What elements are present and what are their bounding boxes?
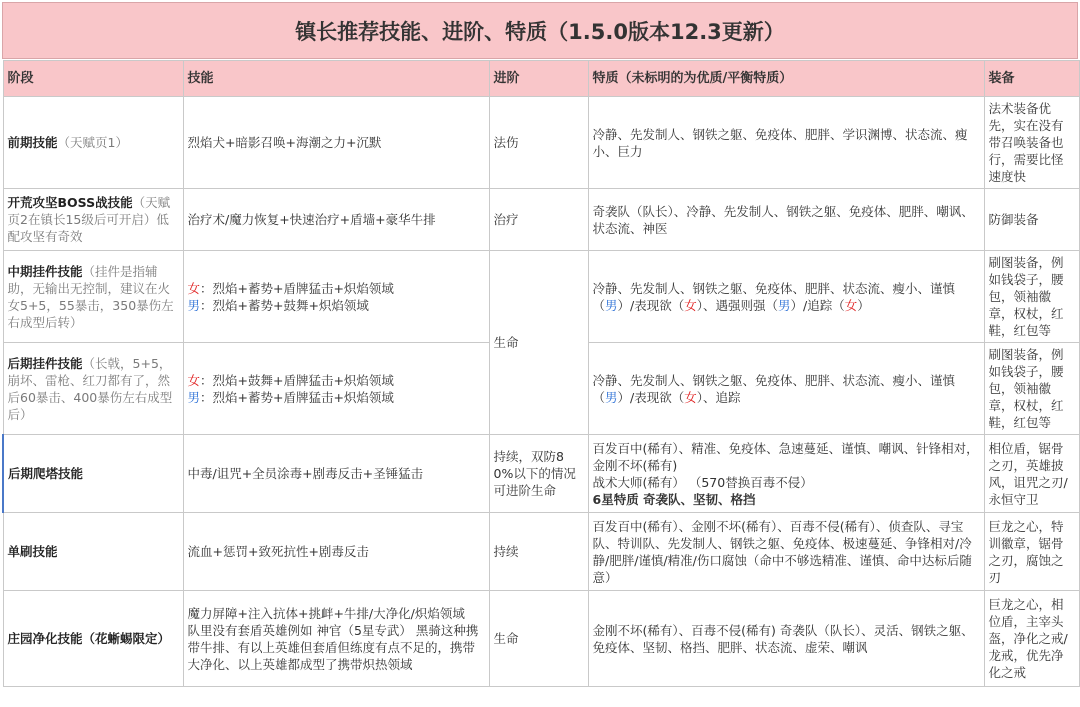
header-row	[3, 61, 1079, 97]
advance-cell-manor: 生命	[489, 591, 588, 687]
skills-cell-boss: 治疗术/魔力恢复+快速治疗+盾墙+豪华牛排	[183, 189, 489, 251]
skills-cell-early: 烈焰犬+暗影召唤+海潮之力+沉默	[183, 97, 489, 189]
traits-cell-early: 冷静、先发制人、钢铁之躯、免疫体、肥胖、学识渊博、状态流、瘦小、巨力	[588, 97, 984, 189]
equipment-cell-farm: 巨龙之心，特训徽章，锯骨之刃，腐蚀之刃	[984, 513, 1079, 591]
stage-cell-manor	[3, 591, 183, 687]
table-row-farm	[3, 513, 1079, 591]
stage-name: 前期技能	[7, 135, 58, 150]
gender-male-label: 男	[187, 389, 201, 405]
advance-cell-early: 法伤	[489, 97, 588, 189]
header-equipment: 装备	[984, 61, 1079, 97]
header-traits: 特质（未标明的为优质/平衡特质）	[588, 61, 984, 97]
advance-cell-farm: 持续	[489, 513, 588, 591]
gender-female-label: 女	[187, 280, 201, 296]
skills-cell-farm: 流血+惩罚+致死抗性+剧毒反击	[183, 513, 489, 591]
equipment-cell-early: 法术装备优先，实在没有带召唤装备也行，需要比怪速度快	[984, 97, 1079, 189]
skills-cell-tower: 中毒/诅咒+全员涂毒+剧毒反击+圣锤猛击	[183, 435, 489, 513]
header-advance: 进阶	[489, 61, 588, 97]
gender-male-label: 男	[187, 297, 201, 313]
stage-note: （长戟，5+5，崩坏、雷枪、红刀都有了，然后60暴击、400暴伤左右成型后）	[7, 355, 173, 422]
stage-cell-mid	[3, 251, 183, 343]
stage-name: 中期挂件技能	[7, 263, 83, 279]
skills-cell-manor: 魔力屏障+注入抗体+挑衅+牛排/大净化/炽焰领域 队里没有套盾英雄例如 神官（5星专武） 黑骑这种携带牛排、有以上英雄但套盾但练度有点不足的，携带大净化、以上英雄都成型了携带炽热领域	[183, 591, 489, 687]
stage-cell-farm	[3, 513, 183, 591]
sheet-title: 镇长推荐技能、进阶、特质（1.5.0版本12.3更新）	[2, 2, 1078, 59]
skills-cell-mid	[183, 251, 489, 343]
table-row-tower	[3, 435, 1079, 513]
stage-name: 单刷技能	[7, 544, 58, 559]
stage-name: 庄园净化技能（花蜥蜴限定）	[7, 631, 171, 646]
recommendation-table	[2, 60, 1080, 687]
stage-cell-late	[3, 343, 183, 435]
stage-cell-boss	[3, 189, 183, 251]
stage-note: （挂件是指辅助，无输出无控制，建议在火女5+5，55暴击，350暴伤左右成型后转）	[7, 263, 174, 330]
male-skills: ：烈焰+蓄势+鼓舞+炽焰领域	[200, 297, 369, 313]
female-skills: ：烈焰+鼓舞+盾牌猛击+炽焰领域	[200, 372, 394, 388]
male-skills: ：烈焰+蓄势+盾牌猛击+炽焰领域	[200, 389, 394, 405]
table-row-mid	[3, 251, 1079, 343]
stage-cell-tower	[3, 435, 183, 513]
equipment-cell-mid: 刷图装备，例如钱袋子，腰包，领袖徽章，权杖，红鞋，红包等	[984, 251, 1079, 343]
table-row-boss	[3, 189, 1079, 251]
traits-cell-tower: 百发百中(稀有）、精准、免疫体、急速蔓延、谨慎、嘲讽、针锋相对，金刚不坏(稀有) 战术大师(稀有） （570替换百毒不侵） 6星特质 奇袭队、坚韧、格挡	[588, 435, 984, 513]
gender-female-label: 女	[187, 372, 201, 388]
traits-cell-farm: 百发百中(稀有）、金刚不坏(稀有）、百毒不侵(稀有）、侦查队、寻宝队、特训队、先发制人、钢铁之躯、免疫体、极速蔓延、争锋相对/冷静/肥胖/谨慎/精准/伤口腐蚀（命中不够选精准、谨慎、命中达标后随意）	[588, 513, 984, 591]
stage-name: 后期爬塔技能	[8, 466, 84, 481]
equipment-cell-tower: 相位盾，锯骨之刃，英雄披风，诅咒之刃/永恒守卫	[984, 435, 1079, 513]
advance-cell-tower: 持续，双防80%以下的情况可进阶生命	[489, 435, 588, 513]
advance-cell-boss: 治疗	[489, 189, 588, 251]
skills-cell-late	[183, 343, 489, 435]
traits-cell-boss: 奇袭队（队长）、冷静、先发制人、钢铁之躯、免疫体、肥胖、嘲讽、状态流、神医	[588, 189, 984, 251]
table-row-early	[3, 97, 1079, 189]
stage-name: 开荒攻坚BOSS战技能	[7, 195, 133, 210]
table-row-manor	[3, 591, 1079, 687]
stage-note: （天赋页1）	[57, 135, 128, 150]
advance-cell-mid-late: 生命	[489, 251, 588, 435]
traits-cell-manor: 金刚不坏(稀有）、百毒不侵(稀有) 奇袭队（队长）、灵活、钢铁之躯、免疫体、坚韧、格挡、肥胖、状态流、虚荣、嘲讽	[588, 591, 984, 687]
header-stage: 阶段	[3, 61, 183, 97]
equipment-cell-late: 刷图装备，例如钱袋子，腰包，领袖徽章，权杖，红鞋，红包等	[984, 343, 1079, 435]
header-skills: 技能	[183, 61, 489, 97]
traits-cell-late: 冷静、先发制人、钢铁之躯、免疫体、肥胖、状态流、瘦小、谨慎（男）/表现欲（女）、追踪	[588, 343, 984, 435]
traits-cell-mid: 冷静、先发制人、钢铁之躯、免疫体、肥胖、状态流、瘦小、谨慎（男）/表现欲（女）、遇强则强（男）/追踪（女）	[588, 251, 984, 343]
stage-cell-early	[3, 97, 183, 189]
female-skills: ：烈焰+蓄势+盾牌猛击+炽焰领域	[200, 280, 394, 296]
stage-name: 后期挂件技能	[7, 355, 83, 371]
equipment-cell-boss: 防御装备	[984, 189, 1079, 251]
equipment-cell-manor: 巨龙之心，相位盾，主宰头盔，净化之戒/龙戒，优先净化之戒	[984, 591, 1079, 687]
stage-note: （天赋页2在镇长15级后可开启）低配攻坚有奇效	[7, 195, 171, 244]
